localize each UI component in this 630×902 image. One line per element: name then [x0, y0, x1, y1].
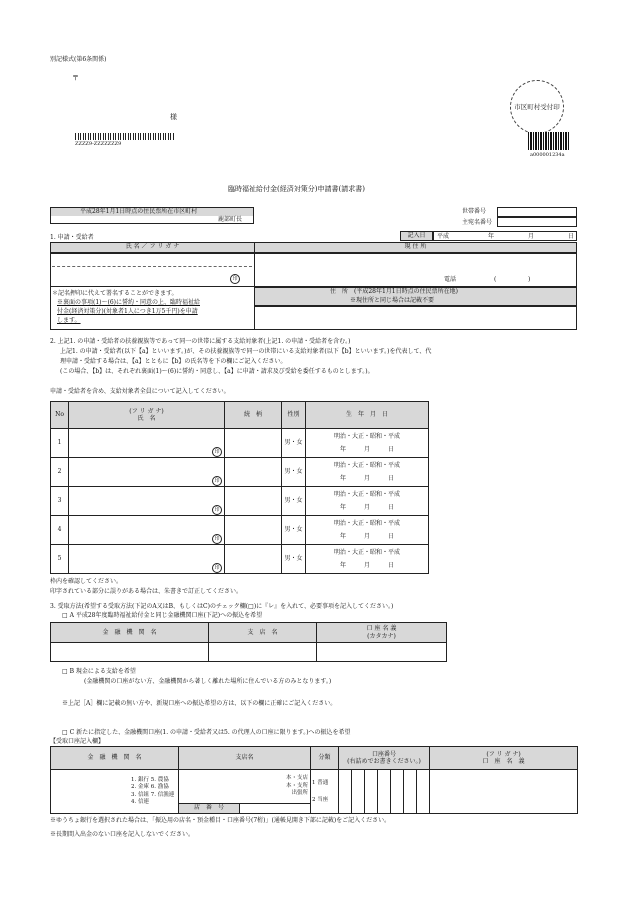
- pledge-note-3: します。: [57, 317, 81, 324]
- member-sex[interactable]: 男・女: [282, 429, 306, 458]
- head-number-field[interactable]: [497, 217, 577, 227]
- row-number: 5: [51, 545, 69, 574]
- c-branch-field[interactable]: [179, 770, 311, 814]
- section1-heading: 1. 申請・受給者: [50, 234, 94, 241]
- member-sex[interactable]: 男・女: [282, 516, 306, 545]
- seal-note: ＊記名押印に代えて署名することができます。: [52, 290, 178, 297]
- table-row: [51, 516, 429, 545]
- member-birth[interactable]: 明治・大正・昭和・平成 年 月 日: [306, 429, 429, 458]
- household-number-field[interactable]: [497, 207, 577, 217]
- document-barcode: [528, 132, 570, 150]
- member-seal: 印: [212, 534, 222, 544]
- branch-type-option[interactable]: 出張所: [291, 790, 308, 797]
- table-row: [51, 458, 429, 487]
- entry-date-year: 年: [488, 233, 495, 240]
- phone-label: 電話: [444, 276, 457, 283]
- c-holder-header: (フ リ ガ ナ) 口 座 名 義: [430, 747, 578, 770]
- member-relation-field[interactable]: [225, 487, 282, 516]
- document-barcode-text: a000001234a: [530, 152, 565, 158]
- household-table: [50, 401, 429, 574]
- jan-address-field[interactable]: [254, 306, 577, 330]
- pledge-note-2: 付金(経済対策分)(対象者1人につき1万5千円)を申請: [57, 308, 198, 315]
- bank-type-option[interactable]: 3. 信組 7. 信漁連: [131, 791, 175, 798]
- furigana-divider: [52, 266, 252, 267]
- account-heading: 【受取口座記入欄】: [50, 738, 105, 745]
- a-holder-field[interactable]: [317, 643, 447, 662]
- member-relation-field[interactable]: [225, 429, 282, 458]
- member-birth[interactable]: 明治・大正・昭和・平成 年 月 日: [306, 487, 429, 516]
- account-digit[interactable]: [391, 770, 404, 814]
- row-number: 1: [51, 429, 69, 458]
- form-reference: 別記様式(第6条関係): [50, 56, 107, 63]
- member-seal: 印: [212, 505, 222, 515]
- member-birth[interactable]: 明治・大正・昭和・平成 年 月 日: [306, 516, 429, 545]
- col-relation: 続 柄: [225, 402, 282, 429]
- account-digit[interactable]: [378, 770, 391, 814]
- a-branch-header: 支 店 名: [209, 623, 317, 643]
- member-birth[interactable]: 明治・大正・昭和・平成 年 月 日: [306, 545, 429, 574]
- option-c-table: [50, 746, 578, 814]
- a-holder-header: 口 座 名 義 (カタカナ): [317, 623, 447, 643]
- c-type-header: 分類: [311, 747, 339, 770]
- a-missing-note: ※上記［A］欄に記載の無い方や、新規口座への振込希望の方は、以下の欄に正確にご記入ください。: [62, 700, 337, 707]
- table-row: [51, 487, 429, 516]
- bank-type-option[interactable]: 4. 信連: [131, 798, 149, 805]
- entry-date-month: 月: [528, 233, 535, 240]
- c-bank-header: 金 融 機 関 名: [51, 747, 179, 770]
- applicant-seal: 印: [230, 274, 240, 284]
- phone-paren-close: ): [528, 276, 531, 283]
- entry-date-label: 記入日: [400, 231, 433, 241]
- col-name: (フ リ ガ ナ) 氏 名: [69, 402, 225, 429]
- entry-date-day: 日: [568, 233, 575, 240]
- c-account-type[interactable]: [311, 770, 339, 814]
- row-number: 4: [51, 516, 69, 545]
- jan-address-note: ※現住所と同じ場合は記載不要: [350, 297, 435, 304]
- entry-date-field[interactable]: [433, 231, 577, 241]
- table-row: [51, 545, 429, 574]
- member-relation-field[interactable]: [225, 545, 282, 574]
- section2-line4: (この場合、【b】は、それぞれ裏面(1)～(6)に誓約・同意し、【a】に申請・請求及び受給を委任するものとします。)。: [60, 368, 374, 375]
- table-row: [51, 429, 429, 458]
- section2-line1: 2. 上記1. の申請・受給者の扶養親族等であって同一の世帯に属する支給対象者(上記1. の申請・受給者を含む。): [50, 338, 351, 345]
- entry-date-era: 平成: [437, 233, 450, 240]
- honorific: 様: [170, 113, 177, 121]
- member-seal: 印: [212, 447, 222, 457]
- household-number-label: 世帯番号: [462, 208, 487, 215]
- postal-mark: 〒: [72, 74, 79, 82]
- dormant-account-note: ※長期間入出金のない口座を記入しないでください。: [50, 831, 195, 838]
- head-number-label: 主宛名番号: [462, 219, 493, 226]
- col-birth: 生 年 月 日: [306, 402, 429, 429]
- col-no: No: [51, 402, 69, 429]
- mayor-name: 鹿部町長: [218, 216, 243, 223]
- member-name-field[interactable]: [69, 429, 225, 458]
- jan-address-label: 住 所 (平成28年1月1日時点の住民票所在地): [330, 288, 458, 295]
- account-type-option[interactable]: 2 当座: [312, 796, 329, 803]
- member-birth[interactable]: 明治・大正・昭和・平成 年 月 日: [306, 458, 429, 487]
- reception-stamp-area: [510, 80, 564, 134]
- section2-line3: 理申請・受給する場合は、【a】とともに【b】の氏名等を下の欄にご記入ください。: [60, 358, 287, 365]
- c-number-header: 口座番号 (右詰めでお書きください。): [339, 747, 430, 770]
- member-sex[interactable]: 男・女: [282, 458, 306, 487]
- option-a-checkbox[interactable]: □ A 平成28年度臨時福祉給付金と同じ金融機関口座(下記)への振込を希望: [62, 612, 263, 619]
- col-sex: 性別: [282, 402, 306, 429]
- bank-type-option[interactable]: 2. 金庫 6. 漁協: [131, 784, 169, 791]
- c-holder-field[interactable]: [430, 770, 578, 814]
- phone-paren-open: (: [494, 276, 497, 283]
- a-bank-header: 金 融 機 関 名: [51, 623, 209, 643]
- row-number: 3: [51, 487, 69, 516]
- branch-number-label: 店 番 号: [179, 804, 240, 813]
- name-header: 氏 名 ／ フ リ ガ ナ: [50, 242, 255, 253]
- pledge-note-1: ※裏面の事項(1)～(6)に誓約・同意の上、臨時福祉給: [57, 299, 200, 306]
- member-name-field[interactable]: [69, 516, 225, 545]
- applicant-name-field[interactable]: [50, 253, 255, 287]
- account-digit[interactable]: [404, 770, 417, 814]
- section2-intro: 申請・受給者を含め、支給対象者全員について記入してください。: [50, 388, 230, 395]
- reception-stamp-label: 市区町村受付印: [514, 102, 560, 111]
- option-b-note: (金融機関の口座がない方、金融機関から著しく離れた場所に住んでいる方のみとなります。): [84, 678, 332, 685]
- account-type-option[interactable]: 1 普通: [312, 779, 329, 786]
- section2-line2: 上記1. の申請・受給者(以下【a】といいます。)が、その扶養親族等で同一の世帯にいる支給対象者(以下【b】といいます。)を代表して、代: [60, 348, 432, 355]
- page-title: 臨時福祉給付金(経済対策分)申請書(請求書): [228, 185, 365, 193]
- option-a-table: [50, 622, 447, 662]
- postal-barcode: [75, 133, 175, 140]
- option-c-checkbox[interactable]: □ C 新たに指定した、金融機関口座(1. の申請・受給者又は5. の代理人の口座に限ります。)への振込を希望: [62, 729, 351, 736]
- account-digit[interactable]: [339, 770, 352, 814]
- member-seal: 印: [212, 476, 222, 486]
- member-sex[interactable]: 男・女: [282, 487, 306, 516]
- member-relation-field[interactable]: [225, 516, 282, 545]
- account-digit[interactable]: [365, 770, 378, 814]
- c-bank-field[interactable]: [51, 770, 179, 814]
- correction-note: 印字されている部分に誤りがある場合は、朱書きで訂正してください。: [50, 588, 243, 595]
- row-number: 2: [51, 458, 69, 487]
- member-name-field[interactable]: [69, 487, 225, 516]
- section3-heading: 3. 受取方法(希望する受取方法(下記のA又はB、もしくはC)のチェック欄(□)に『レ』を入れて、必要事項を記入してください。): [50, 603, 394, 610]
- option-b-checkbox[interactable]: □ B 現金による支給を希望: [62, 668, 136, 675]
- member-name-field[interactable]: [69, 458, 225, 487]
- address-header: 現 住 所: [254, 242, 577, 253]
- branch-type-option[interactable]: 本・支店: [285, 775, 308, 782]
- member-relation-field[interactable]: [225, 458, 282, 487]
- account-digit[interactable]: [352, 770, 365, 814]
- branch-type-option[interactable]: 本・支所: [285, 782, 308, 789]
- resident-label: 平成28年1月1日時点の住民票所在市区町村: [80, 208, 198, 215]
- c-branch-header: 支店名: [179, 747, 311, 770]
- postal-barcode-text: ZZZZ9-ZZZZZZZ9: [75, 141, 122, 147]
- a-branch-field[interactable]: [209, 643, 317, 662]
- member-name-field[interactable]: [69, 545, 225, 574]
- yucho-note: ※ゆうちょ銀行を選択された場合は、「振込用の店名・預金種目・口座番号(7桁)」(通帳見開き下部に記載)をご記入ください。: [50, 817, 391, 824]
- account-digit[interactable]: [417, 770, 430, 814]
- a-bank-field[interactable]: [51, 643, 209, 662]
- member-sex[interactable]: 男・女: [282, 545, 306, 574]
- check-frame-note: 枠内を確認してください。: [50, 578, 123, 585]
- bank-type-option[interactable]: 1. 銀行 5. 農協: [131, 777, 169, 784]
- member-seal: 印: [212, 563, 222, 573]
